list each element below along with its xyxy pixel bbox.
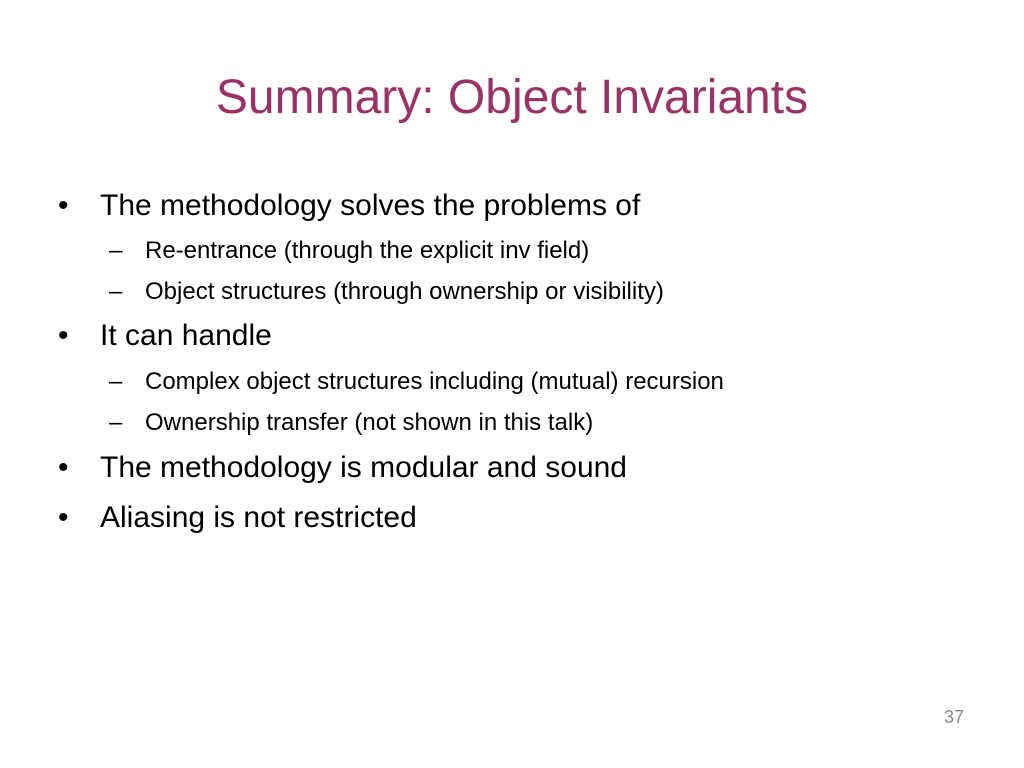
sub-bullet-text: Ownership transfer (not shown in this talk): [145, 409, 594, 436]
sub-bullet-item: [109, 408, 809, 438]
bullet-item: [58, 318, 758, 354]
bullet-item: [58, 500, 758, 536]
sub-bullet-text: Complex object structures including (mutual) recursion: [145, 368, 724, 395]
bullet-text: The methodology solves the problems of: [100, 189, 641, 222]
sub-bullet-marker: –: [109, 368, 123, 395]
sub-bullet-text: Re-entrance (through the explicit inv field): [145, 237, 590, 264]
bullet-text: Aliasing is not restricted: [100, 501, 417, 534]
bullet-marker: •: [58, 451, 69, 484]
sub-bullet-marker: –: [109, 237, 123, 264]
bullet-item: [58, 188, 758, 224]
bullet-marker: •: [58, 319, 69, 352]
bullet-text: It can handle: [100, 319, 272, 352]
bullet-marker: •: [58, 189, 69, 222]
bullet-marker: •: [58, 501, 69, 534]
sub-bullet-marker: –: [109, 278, 123, 305]
slide-title: Summary: Object Invariants: [215, 71, 809, 124]
bullet-item: [58, 450, 758, 486]
sub-bullet-text: Object structures (through ownership or visibility): [145, 278, 664, 305]
sub-bullet-item: [109, 277, 809, 307]
sub-bullet-item: [109, 367, 869, 397]
sub-bullet-item: [109, 236, 809, 266]
bullet-text: The methodology is modular and sound: [100, 451, 627, 484]
sub-bullet-marker: –: [109, 409, 123, 436]
page-number: 37: [943, 707, 964, 727]
